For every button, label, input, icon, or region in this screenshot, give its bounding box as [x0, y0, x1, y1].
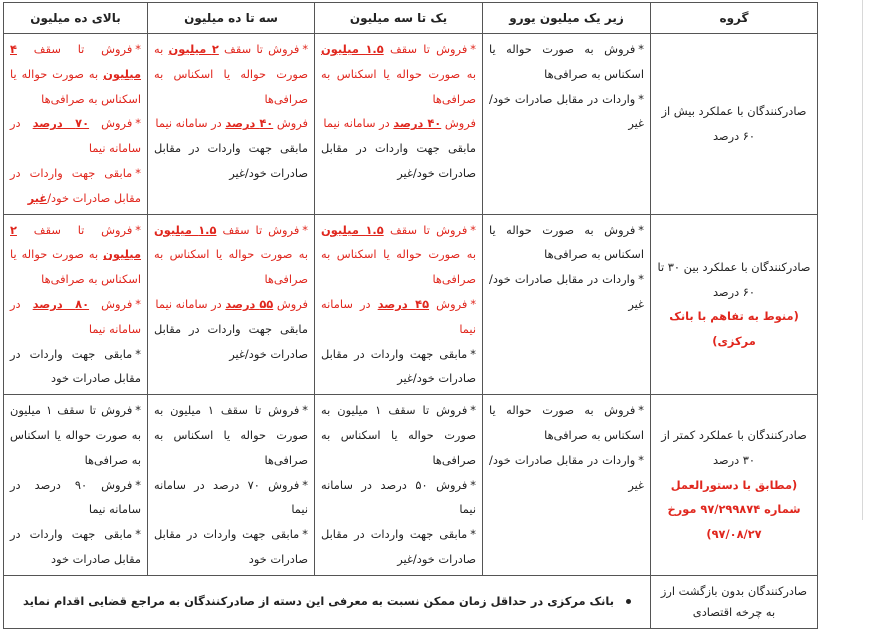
list-item [489, 218, 644, 268]
cell-three-to-ten-million [148, 214, 315, 395]
header-row [4, 3, 818, 34]
list-item [154, 317, 308, 367]
cell-one-to-three-million [315, 214, 483, 395]
list-item [489, 448, 644, 498]
bullet-icon: * [638, 452, 644, 467]
table-row [4, 575, 818, 628]
list-item [154, 473, 308, 523]
list-item [154, 292, 308, 317]
item-text: به صورت حواله یا اسکناس به صرافی‌ها [321, 66, 476, 106]
header-under-one-million: زیر یک میلیون یورو [483, 3, 651, 34]
group-cell [651, 34, 818, 215]
cap-value: ۱.۵ میلیون [154, 222, 217, 237]
percent-value: ۷۰ درصد [32, 116, 90, 131]
table-row [4, 395, 818, 576]
note-text: بانک مرکزی در حداقل زمان ممکن نسبت به معرفی این دسته از صادرکنندگان به مراجع قضایی اقدام نماید [23, 594, 614, 609]
cell-three-to-ten-million [148, 395, 315, 576]
list-item [10, 473, 141, 523]
list-item [154, 522, 308, 572]
judicial-referral-note [4, 575, 651, 628]
emphasis-value: غیر [27, 190, 48, 205]
cap-value: ۱.۵ میلیون [321, 222, 384, 237]
item-text: مابقی جهت واردات در مقابل صادرات خود/غیر [321, 346, 476, 386]
list-item [10, 342, 141, 392]
item-text: مابقی جهت واردات در مقابل صادرات خود [10, 346, 141, 386]
item-text: فروش تا سقف [389, 42, 468, 56]
list-item [10, 111, 141, 161]
list-item [10, 522, 141, 572]
bullet-icon: * [135, 477, 141, 492]
bullet-icon: * [470, 477, 476, 492]
list-item [321, 136, 476, 186]
bullet-icon: * [135, 165, 141, 180]
cell-above-ten-million [4, 214, 148, 395]
bullet-icon: * [470, 222, 476, 237]
item-text: به صورت حواله یا اسکناس به صرافی‌ها [10, 247, 141, 287]
list-item [321, 37, 476, 111]
bullet-icon: * [302, 403, 308, 418]
item-text: فروش [276, 116, 308, 131]
group-cell [651, 214, 818, 395]
list-item [489, 37, 644, 87]
item-text: مابقی جهت واردات در مقابل صادرات خود/غیر [154, 321, 308, 361]
group-label: صادرکنندگان با عملکرد کمتر از ۳۰ درصد [661, 427, 807, 467]
bullet-icon: * [302, 477, 308, 492]
header-group: گروه [651, 3, 818, 34]
list-item [10, 218, 141, 292]
item-text: مابقی جهت واردات در مقابل صادرات خود/غیر [321, 141, 476, 180]
item-text: فروش تا سقف ۱ میلیون به صورت حواله یا اسکناس به صرافی‌ها [321, 403, 476, 467]
item-text: فروش ۹۰ درصد در سامانه نیما [10, 477, 141, 517]
item-text: فروش ۷۰ درصد در سامانه نیما [154, 477, 308, 517]
item-text: واردات در مقابل صادرات خود/غیر [489, 452, 644, 492]
bullet-icon: * [135, 346, 141, 361]
item-text: فروش تا سقف [389, 222, 468, 237]
bullet-icon: * [470, 346, 476, 361]
bullet-icon: * [135, 42, 141, 56]
percent-value: ۴۵ درصد [377, 296, 430, 311]
export-currency-policy-table [3, 2, 818, 629]
bullet-icon: * [638, 91, 644, 106]
item-text: مابقی جهت واردات در مقابل صادرات خود [10, 527, 141, 566]
item-text: به صورت حواله یا اسکناس به صرافی‌ها [154, 247, 308, 287]
header-three-to-ten-million: سه تا ده میلیون [148, 3, 315, 34]
cell-three-to-ten-million [148, 34, 315, 215]
item-text: به صورت حواله یا اسکناس به صرافی‌ها [154, 42, 308, 106]
item-text: در سامانه نیما [155, 296, 222, 311]
list-item [10, 37, 141, 111]
item-text: فروش [436, 296, 468, 311]
bullet-icon: * [470, 296, 477, 311]
bullet-icon: * [135, 403, 141, 418]
item-text: فروش [276, 296, 308, 311]
item-text: فروش ۵۰ درصد در سامانه نیما [321, 477, 476, 517]
bullet-icon: * [638, 272, 644, 287]
list-item [154, 136, 308, 186]
table-row [4, 214, 818, 395]
list-item [10, 292, 141, 342]
bullet-icon: * [638, 403, 644, 418]
item-text: واردات در مقابل صادرات خود/غیر [489, 91, 644, 131]
bullet-icon: * [135, 296, 141, 311]
bullet-icon: * [470, 403, 476, 418]
bullet-icon: * [135, 222, 141, 237]
cell-one-to-three-million [315, 34, 483, 215]
group-condition: (منوط به تفاهم با بانک مرکزی) [669, 309, 799, 349]
group-cell [651, 395, 818, 576]
list-item [321, 218, 476, 292]
item-text: در سامانه نیما [321, 296, 476, 336]
item-text: فروش [444, 116, 476, 131]
cell-under-one-million [483, 34, 651, 215]
bullet-icon: * [302, 527, 308, 542]
percent-value: ۴۰ درصد [393, 116, 442, 131]
cell-above-ten-million [4, 34, 148, 215]
percent-value: ۴۰ درصد [225, 116, 274, 131]
item-text: فروش تا سقف [33, 42, 133, 56]
bullet-icon: * [302, 222, 308, 237]
list-item [489, 87, 644, 137]
cap-value: ۴ میلیون [10, 42, 141, 81]
item-text: مابقی جهت واردات در مقابل صادرات خود/غیر [321, 527, 476, 566]
item-text: فروش به صورت حواله یا اسکناس به صرافی‌ها [489, 222, 644, 262]
item-text: فروش تا سقف [33, 222, 133, 237]
list-item [489, 267, 644, 317]
item-text: فروش [101, 296, 133, 311]
cell-under-one-million [483, 395, 651, 576]
list-item [10, 161, 141, 211]
item-text: به صورت حواله یا اسکناس به صرافی‌ها [321, 247, 476, 287]
bullet-icon: * [638, 42, 644, 56]
list-item [321, 111, 476, 136]
group-label: صادرکنندگان با عملکرد بیش از ۶۰ درصد [661, 103, 807, 143]
item-text: در سامانه نیما [155, 116, 222, 131]
bullet-icon: * [302, 42, 309, 56]
cap-value: ۲ میلیون [10, 222, 141, 262]
list-item [321, 292, 476, 342]
item-text: فروش تا سقف [222, 222, 300, 237]
item-text: فروش به صورت حواله یا اسکناس به صرافی‌ها [489, 42, 644, 81]
header-above-ten-million: بالای ده میلیون [4, 3, 148, 34]
cell-under-one-million [483, 214, 651, 395]
list-item [489, 398, 644, 448]
item-text: در سامانه نیما [10, 296, 141, 336]
item-text: در سامانه نیما [10, 116, 141, 156]
item-text: فروش تا سقف [224, 42, 300, 56]
cap-value: ۱.۵ میلیون [321, 42, 384, 56]
list-item [154, 111, 308, 136]
bullet-icon: * [470, 527, 476, 542]
item-text: فروش به صورت حواله یا اسکناس به صرافی‌ها [489, 403, 644, 442]
list-item [154, 398, 308, 472]
list-item [321, 473, 476, 523]
list-item [10, 398, 141, 472]
bullet-icon: * [470, 42, 476, 56]
list-item [154, 218, 308, 292]
bullet-icon: * [135, 527, 141, 542]
list-item [321, 342, 476, 392]
item-text: فروش تا سقف ۱ میلیون به صورت حواله یا اسکناس به صرافی‌ها [154, 403, 308, 467]
table-row [4, 34, 818, 215]
policy-table-container [3, 2, 817, 619]
item-text: در سامانه نیما [323, 116, 390, 131]
list-item [154, 37, 308, 111]
cell-above-ten-million [4, 395, 148, 576]
group-label: صادرکنندگان با عملکرد بین ۳۰ تا ۶۰ درصد [657, 259, 811, 299]
item-text: مابقی جهت واردات در مقابل صادرات خود/غیر [154, 141, 308, 180]
group-cell [651, 575, 818, 628]
group-label: صادرکنندگان بدون بازگشت ارز به چرخه اقتصادی [660, 583, 808, 619]
item-text: واردات در مقابل صادرات خود/غیر [489, 272, 644, 311]
item-text: به صورت حواله یا اسکناس به صرافی‌ها [10, 66, 141, 106]
cap-value: ۲ میلیون [168, 42, 219, 56]
item-text: مابقی جهت واردات در مقابل صادرات خود/ [10, 165, 141, 205]
item-text: فروش [101, 116, 133, 131]
item-text: مابقی جهت واردات در مقابل صادرات خود [154, 527, 308, 566]
bullet-icon: * [638, 222, 644, 237]
page-edge-line [862, 0, 863, 520]
percent-value: ۸۰ درصد [32, 296, 90, 311]
bullet-icon: * [135, 116, 141, 131]
group-condition: (مطابق با دستورالعمل شماره ۹۷/۲۹۹۸۷۴ مورخ ۹۷/۰۸/۲۷) [667, 477, 801, 542]
header-one-to-three-million: یک تا سه میلیون [315, 3, 483, 34]
item-text: فروش تا سقف ۱ میلیون به صورت حواله یا اسکناس به صرافی‌ها [10, 403, 141, 467]
percent-value: ۵۵ درصد [225, 296, 274, 311]
cell-one-to-three-million [315, 395, 483, 576]
list-item [321, 522, 476, 572]
list-item [321, 398, 476, 472]
